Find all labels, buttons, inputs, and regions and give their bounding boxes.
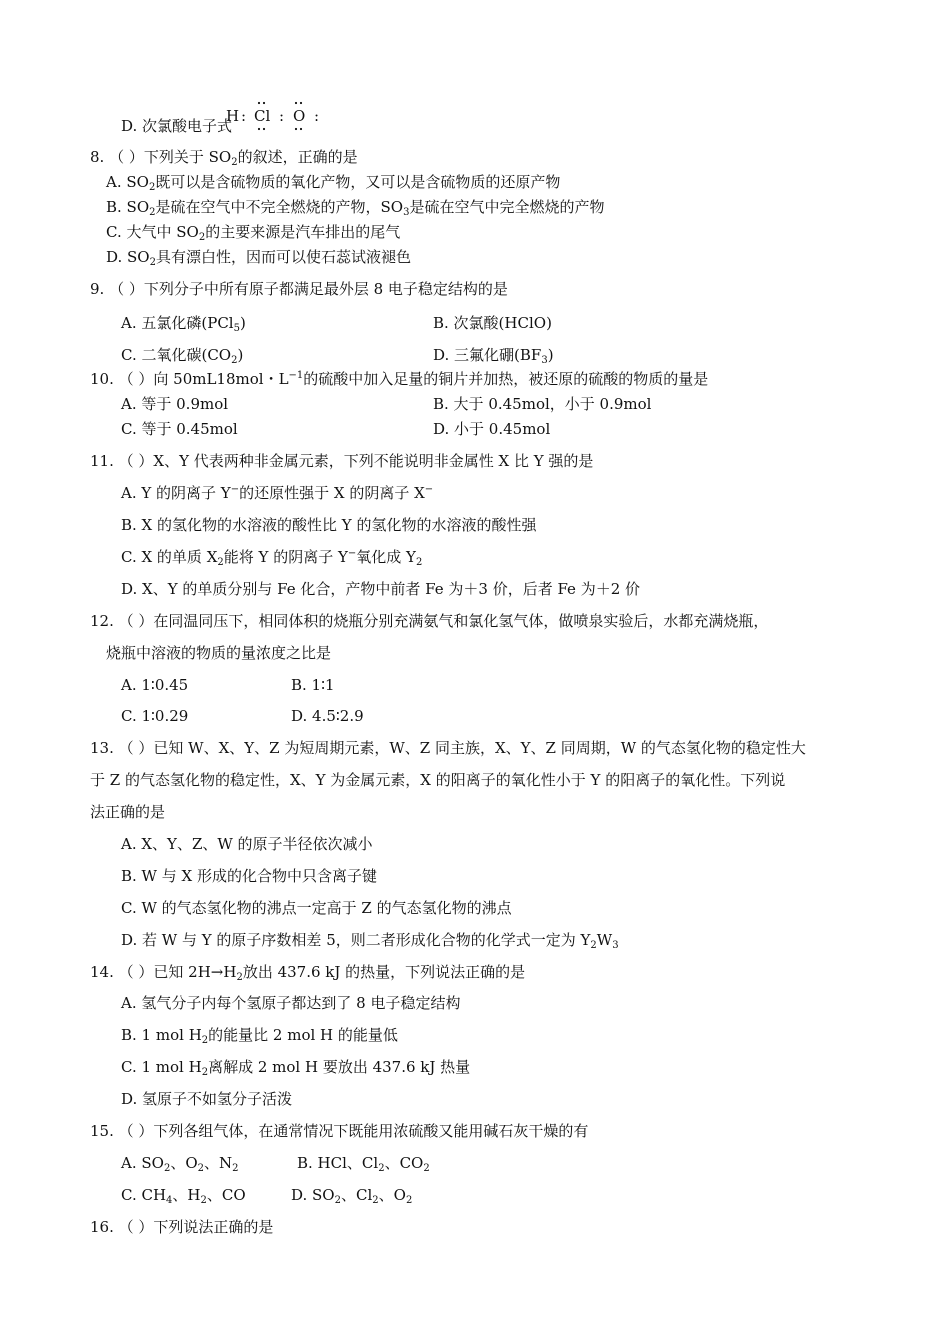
formula-sep-2: : xyxy=(279,107,285,125)
q10-stem: 10. （ ）向 50mL18mol・$L^{-1}$的硫酸中加入足量的铜片并加热，被还原的硫酸的物质的量是 xyxy=(90,370,709,388)
q7-option-d-label: D. 次氯酸电子式 xyxy=(121,117,233,135)
q14-option-c: C. 1 mol $H_2$离解成 2 mol H 要放出 437.6 kJ 热量 xyxy=(121,1058,471,1078)
q14-option-a: A. 氢气分子内每个氢原子都达到了 8 电子稳定结构 xyxy=(121,994,461,1012)
q10-option-c: C. 等于 0.45mol xyxy=(121,420,238,438)
q9-option-c: C. 二氧化碳$(CO_2)$ xyxy=(121,346,244,366)
q9-option-b: B. 次氯酸(HClO) xyxy=(433,314,552,332)
q11-option-c: C. X 的单质 $X_2$能将 Y 的阴离子 Y−氧化成 $Y_2$ xyxy=(121,548,423,568)
q8-option-a: A. $SO_2$既可以是含硫物质的氧化产物，又可以是含硫物质的还原产物 xyxy=(106,173,561,193)
q16-stem: 16. （ ）下列说法正确的是 xyxy=(90,1218,274,1236)
formula-sep-3: : xyxy=(314,107,320,125)
q7-option-d xyxy=(121,116,232,136)
formula-o: O xyxy=(293,107,306,125)
q8-option-c: C. 大气中 $SO_2$的主要来源是汽车排出的尾气 xyxy=(106,223,401,243)
q12-option-b: B. 1∶1 xyxy=(291,676,335,694)
q10-option-b: B. 大于 0.45mol，小于 0.9mol xyxy=(433,395,652,413)
formula-h: H xyxy=(226,107,240,125)
q15-option-d: D. $SO_2$、$Cl_2$、$O_2$ xyxy=(291,1186,413,1206)
formula-cl: Cl xyxy=(254,107,271,125)
q10-option-d: D. 小于 0.45mol xyxy=(433,420,551,438)
q12-stem-line1: 12. （ ）在同温同压下，相同体积的烧瓶分别充满氨气和氯化氢气体，做喷泉实验后，水都充满烧瓶， xyxy=(90,612,769,630)
q13-option-c: C. W 的气态氢化物的沸点一定高于 Z 的气态氢化物的沸点 xyxy=(121,899,512,917)
q12-option-c: C. 1∶0.29 xyxy=(121,707,189,725)
q13-stem-line1: 13. （ ）已知 W、X、Y、Z 为短周期元素，W、Z 同主族，X、Y、Z 同周期，W 的气态氢化物的稳定性大 xyxy=(90,739,806,757)
q13-option-d: D. 若 W 与 Y 的原子序数相差 5，则二者形成化合物的化学式一定为 $Y_2W_3$ xyxy=(121,931,619,951)
q8-option-d: D. $SO_2$具有漂白性，因而可以使石蕊试液褪色 xyxy=(106,248,411,268)
q10-option-a: A. 等于 0.9mol xyxy=(121,395,229,413)
q11-stem: 11. （ ）X、Y 代表两种非金属元素，下列不能说明非金属性 X 比 Y 强的是 xyxy=(90,452,594,470)
q11-option-d: D. X、Y 的单质分别与 Fe 化合，产物中前者 Fe 为＋3 价，后者 Fe 为＋2 价 xyxy=(121,580,641,598)
q8-stem: 8. （ ）下列关于 $SO_2$的叙述，正确的是 xyxy=(90,148,358,168)
q11-option-a: A. Y 的阴离子 Y−的还原性强于 X 的阴离子 X− xyxy=(121,484,434,502)
q14-stem: 14. （ ）已知 $2H\to H_2$放出 437.6 kJ 的热量，下列说法正确的是 xyxy=(90,963,526,983)
q12-stem-line2: 烧瓶中溶液的物质的量浓度之比是 xyxy=(106,644,332,662)
q13-stem-line2: 于 Z 的气态氢化物的稳定性，X、Y 为金属元素，X 的阳离子的氧化性小于 Y 的阳离子的氧化性。下列说 xyxy=(90,771,786,789)
q14-option-d: D. 氢原子不如氢分子活泼 xyxy=(121,1090,293,1108)
q12-option-a: A. 1∶0.45 xyxy=(121,676,189,694)
hclo-electron-formula xyxy=(224,98,354,132)
q8-option-b: B. $SO_2$是硫在空气中不完全燃烧的产物，$SO_3$是硫在空气中完全燃烧的产物 xyxy=(106,198,605,218)
q9-option-d: D. 三氟化硼$(BF_3)$ xyxy=(433,346,554,366)
q13-option-a: A. X、Y、Z、W 的原子半径依次减小 xyxy=(121,835,373,853)
q12-option-d: D. 4.5∶2.9 xyxy=(291,707,364,725)
q15-stem: 15. （ ）下列各组气体，在通常情况下既能用浓硫酸又能用碱石灰干燥的有 xyxy=(90,1122,589,1140)
q15-option-a: A. $SO_2$、$O_2$、$N_2$ xyxy=(121,1154,239,1174)
q14-option-b: B. 1 mol $H_2$的能量比 2 mol H 的能量低 xyxy=(121,1026,398,1046)
q9-stem: 9. （ ）下列分子中所有原子都满足最外层 8 电子稳定结构的是 xyxy=(90,280,508,298)
q11-option-b: B. X 的氢化物的水溶液的酸性比 Y 的氢化物的水溶液的酸性强 xyxy=(121,516,537,534)
q15-option-c: C. $CH_4$、$H_2$、CO xyxy=(121,1186,246,1206)
q13-option-b: B. W 与 X 形成的化合物中只含离子键 xyxy=(121,867,377,885)
q13-stem-line3: 法正确的是 xyxy=(90,803,166,821)
q9-option-a: A. 五氯化磷(PCl$_5$) xyxy=(121,314,246,334)
formula-sep-1: : xyxy=(241,107,247,125)
q15-option-b: B. HCl、$Cl_2$、$CO_2$ xyxy=(297,1154,430,1174)
